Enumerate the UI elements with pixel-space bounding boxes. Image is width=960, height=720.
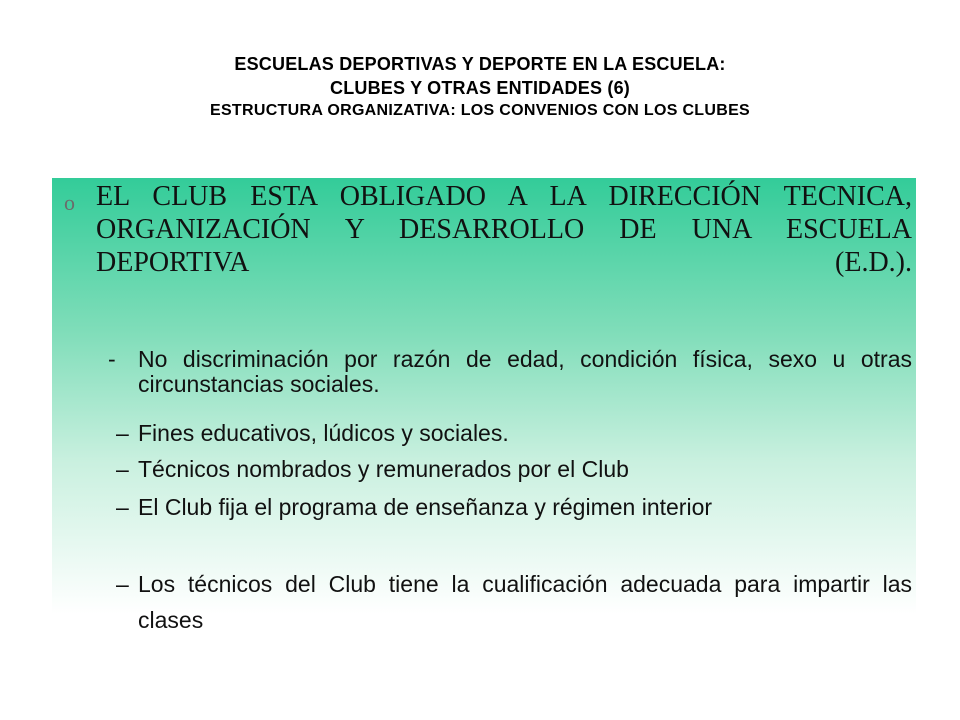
main-point-text: EL CLUB ESTA OBLIGADO A LA DIRECCIÓN TECNICA, ORGANIZACIÓN Y DESARROLLO DE UNA ESCUELA DEPORTIVA (E.D.). (96, 181, 912, 278)
list-item-text: El Club fija el programa de enseñanza y régimen interior (138, 494, 713, 520)
list-item (64, 566, 912, 638)
list-item-text: Fines educativos, lúdicos y sociales. (138, 420, 509, 446)
list-item-text: Los técnicos del Club tiene la cualificación adecuada para impartir las clases (138, 571, 912, 633)
title-line-3: ESTRUCTURA ORGANIZATIVA: LOS CONVENIOS CON LOS CLUBES (209, 102, 751, 119)
list-item (64, 347, 912, 397)
list-item-text: No discriminación por razón de edad, condición física, sexo u otras circunstancias sociales. (138, 346, 912, 397)
title-line-2: CLUBES Y OTRAS ENTIDADES (6) (330, 78, 630, 98)
list-item-text: Técnicos nombrados y remunerados por el Club (138, 456, 629, 482)
dash-icon: – (116, 571, 129, 597)
dash-icon: - (108, 346, 116, 372)
main-point (64, 180, 912, 312)
list-item (64, 495, 912, 520)
dash-icon: – (116, 420, 129, 446)
bullet-icon: o (64, 190, 75, 215)
slide-title (40, 52, 920, 122)
dash-icon: – (116, 494, 129, 520)
title-line-1: ESCUELAS DEPORTIVAS Y DEPORTE EN LA ESCUELA: (234, 54, 726, 74)
dash-icon: – (116, 456, 129, 482)
list-item (64, 421, 912, 446)
list-item (64, 457, 912, 482)
